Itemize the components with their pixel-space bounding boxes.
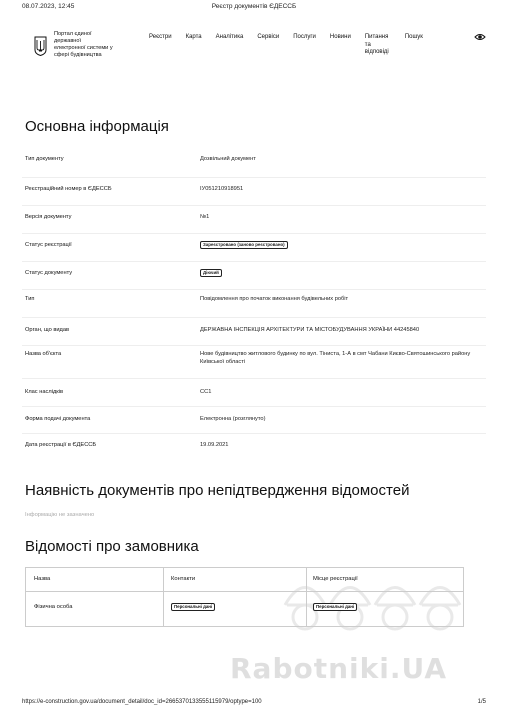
nav-item-search[interactable]: Пошук (404, 34, 423, 40)
table-header: Контакти (171, 576, 196, 582)
table-cell (313, 603, 357, 611)
info-value: Повідомлення про початок виконання будівельних робіт (200, 296, 349, 302)
info-label: Форма подачі документа (25, 416, 91, 422)
info-value (200, 241, 486, 250)
info-label: Реєстраційний номер в ЄДЕССБ (25, 186, 112, 192)
info-value: Нове будівництво житлового будинку по вул. Тіниста, 1-А в смт Чабани Києво-Святошинського району Київської області (200, 351, 471, 365)
info-row (22, 150, 486, 178)
info-row (22, 234, 486, 262)
info-label: Версія документу (25, 214, 72, 220)
info-row (22, 206, 486, 234)
info-label: Назва об'єкта (25, 351, 62, 357)
info-label: Статус документу (25, 270, 73, 276)
info-value: Дозвільний документ (200, 156, 256, 162)
watermark-text: Rabotniki.UA (230, 652, 448, 685)
info-row (22, 434, 486, 460)
eye-icon[interactable] (474, 32, 486, 42)
print-page-title: Реєстр документів ЄДЕССБ (211, 3, 297, 10)
info-value: Електронна (розглянуто) (200, 416, 266, 422)
info-label: Тип (25, 296, 35, 302)
info-label: Орган, що видав (25, 327, 70, 333)
main-info-title: Основна інформація (25, 118, 169, 135)
info-table (22, 150, 486, 460)
table-divider (26, 591, 463, 592)
nav-item-services[interactable]: Сервіси (257, 34, 280, 40)
table-header: Місце реєстрації (313, 576, 358, 582)
print-header (0, 3, 508, 15)
nav-item-news[interactable]: Новини (329, 34, 351, 40)
print-url: https://e-construction.gov.ua/document_detail/doc_id=2665370133555115979/optype=100 (22, 699, 262, 705)
info-value: ДЕРЖАВНА ІНСПЕКЦІЯ АРХІТЕКТУРИ ТА МІСТОБУДУВАННЯ УКРАЇНИ 44245840 (200, 327, 420, 333)
info-value: СС1 (200, 389, 212, 395)
info-row (22, 407, 486, 434)
info-label: Статус реєстрації (25, 242, 72, 248)
nav-item-faq[interactable]: Питання та відповіді (364, 34, 389, 55)
personal-data-badge: Персональні дані (313, 603, 357, 611)
table-cell (171, 603, 215, 611)
table-divider (163, 568, 164, 626)
info-value: №1 (200, 214, 210, 220)
status-badge: Діючий (200, 269, 222, 277)
info-value: ІУ051210918951 (200, 186, 244, 192)
info-value (200, 269, 486, 278)
customer-table (25, 567, 464, 627)
main-nav (149, 34, 437, 57)
info-row (22, 262, 486, 290)
status-badge: Зареєстровано (заново реєстровано) (200, 241, 288, 249)
trident-emblem-icon[interactable] (34, 36, 47, 56)
nav-item-map[interactable]: Карта (185, 34, 202, 40)
info-row (22, 318, 486, 346)
nav-item-offerings[interactable]: Послуги (293, 34, 316, 40)
info-label: Дата реєстрації в ЄДЕССБ (25, 442, 97, 448)
print-page-number: 1/5 (477, 699, 486, 705)
print-datetime: 08.07.2023, 12:45 (22, 3, 75, 10)
info-label: Тип документу (25, 156, 64, 162)
info-label: Клас наслідків (25, 389, 64, 395)
table-cell: Фізична особа (34, 604, 73, 610)
portal-name[interactable]: Портал єдиної державної електронної системи у сфері будівництва (54, 31, 113, 58)
info-row (22, 178, 486, 206)
nonconfirm-note: Інформацію не зазначено (25, 512, 95, 518)
site-header (22, 28, 486, 66)
info-row (22, 290, 486, 318)
table-divider (306, 568, 307, 626)
nav-item-analytics[interactable]: Аналітика (215, 34, 244, 40)
personal-data-badge: Персональні дані (171, 603, 215, 611)
info-row (22, 379, 486, 407)
customer-title: Відомості про замовника (25, 538, 199, 555)
nav-item-registries[interactable]: Реєстри (149, 34, 172, 40)
nonconfirm-title: Наявність документів про непідтвердження відомостей (25, 482, 410, 499)
info-row (22, 346, 486, 379)
info-value: 19.09.2021 (200, 442, 229, 448)
table-header: Назва (34, 576, 51, 582)
